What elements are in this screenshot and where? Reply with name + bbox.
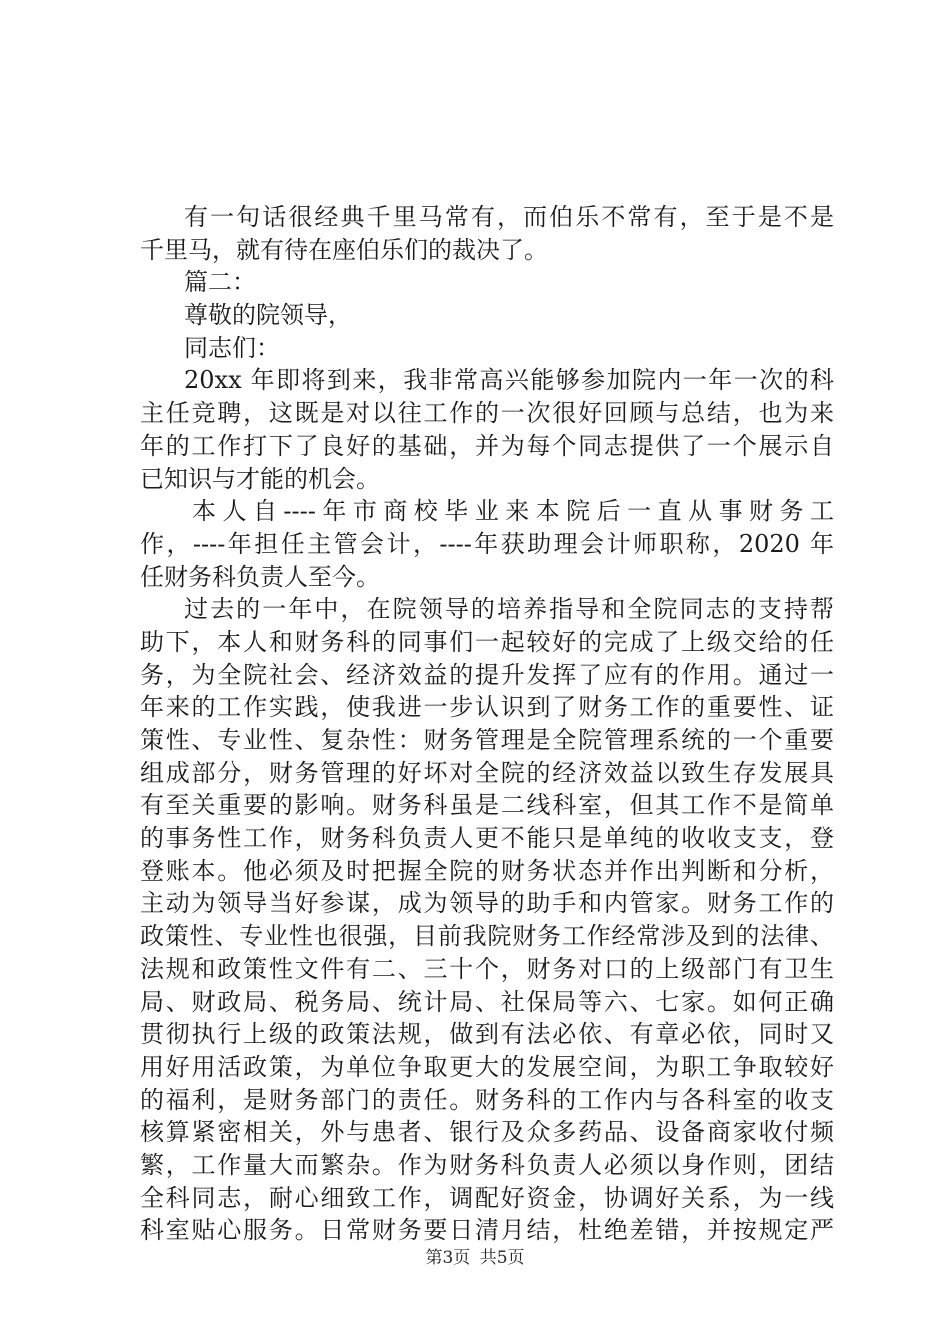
- paragraph-line: 任财务科负责人至今。: [140, 562, 380, 591]
- paragraph-line: 策性、专业性、复杂性：财务管理是全院管理系统的一个重要: [140, 726, 834, 754]
- salutation-line: 同志们：: [184, 333, 280, 362]
- page-footer: [0, 1243, 950, 1268]
- paragraph-line: 有一句话很经典千里马常有，而伯乐不常有，至于是不是: [184, 203, 834, 231]
- paragraph-line: 年来的工作实践，使我进一步认识到了财务工作的重要性、证: [140, 693, 834, 722]
- paragraph-line: 局、财政局、税务局、统计局、社保局等六、七家。如何正确: [140, 987, 834, 1016]
- paragraph-line: 主动为领导当好参谋，成为领导的助手和内管家。财务工作的: [140, 889, 834, 918]
- page-total: 共5页: [479, 1248, 525, 1268]
- paragraph-line: 已知识与才能的机会。: [140, 464, 380, 493]
- paragraph-line: 作，----年担任主管会计，----年获助理会计师职称，2020 年: [140, 529, 834, 558]
- paragraph-line: 年的工作打下了良好的基础，并为每个同志提供了一个展示自: [140, 431, 834, 460]
- paragraph-line: 主任竞聘，这既是对以往工作的一次很好回顾与总结，也为来: [140, 399, 834, 428]
- document-body: [140, 201, 834, 1247]
- paragraph-line: 法规和政策性文件有二、三十个，财务对口的上级部门有卫生: [140, 954, 834, 983]
- paragraph-line: 组成部分，财务管理的好坏对全院的经济效益以致生存发展具: [140, 758, 834, 787]
- paragraph-line: 助下，本人和财务科的同事们一起较好的完成了上级交给的任: [140, 627, 834, 656]
- paragraph-line: 20xx 年即将到来，我非常高兴能够参加院内一年一次的科: [184, 366, 834, 395]
- paragraph-line: 核算紧密相关，外与患者、银行及众多药品、设备商家收付频: [140, 1118, 834, 1147]
- paragraph-line: 的福利，是财务部门的责任。财务科的工作内与各科室的收支: [140, 1085, 834, 1114]
- paragraph-line: 千里马，就有待在座伯乐们的裁决了。: [140, 235, 548, 264]
- paragraph-line: 过去的一年中，在院领导的培养指导和全院同志的支持帮: [184, 595, 834, 624]
- paragraph-line: 有至关重要的影响。财务科虽是二线科室，但其工作不是简单: [140, 791, 834, 820]
- paragraph-line: 政策性、专业性也很强，目前我院财务工作经常涉及到的法律、: [140, 922, 834, 951]
- paragraph-line: 贯彻执行上级的政策法规，做到有法必依、有章必依，同时又: [140, 1020, 834, 1049]
- paragraph-line: 务，为全院社会、经济效益的提升发挥了应有的作用。通过一: [140, 660, 834, 689]
- section-heading: 篇二：: [184, 268, 256, 297]
- paragraph-line: 登账本。他必须及时把握全院的财务状态并作出判断和分析，: [140, 856, 834, 885]
- paragraph-line: 繁，工作量大而繁杂。作为财务科负责人必须以身作则，团结: [140, 1150, 834, 1179]
- paragraph-line: 用好用活政策，为单位争取更大的发展空间，为职工争取较好: [140, 1052, 834, 1081]
- paragraph-line: 的事务性工作，财务科负责人更不能只是单纯的收收支支，登: [140, 824, 834, 853]
- paragraph-line: 本人自----年市商校毕业来本院后一直从事财务工: [192, 497, 834, 526]
- salutation-line: 尊敬的院领导，: [184, 301, 352, 330]
- paragraph-line: 全科同志，耐心细致工作，调配好资金，协调好关系，为一线: [140, 1183, 834, 1212]
- paragraph-line: 科室贴心服务。日常财务要日清月结，杜绝差错，并按规定严: [140, 1216, 834, 1245]
- page-number: 第3页: [425, 1248, 471, 1268]
